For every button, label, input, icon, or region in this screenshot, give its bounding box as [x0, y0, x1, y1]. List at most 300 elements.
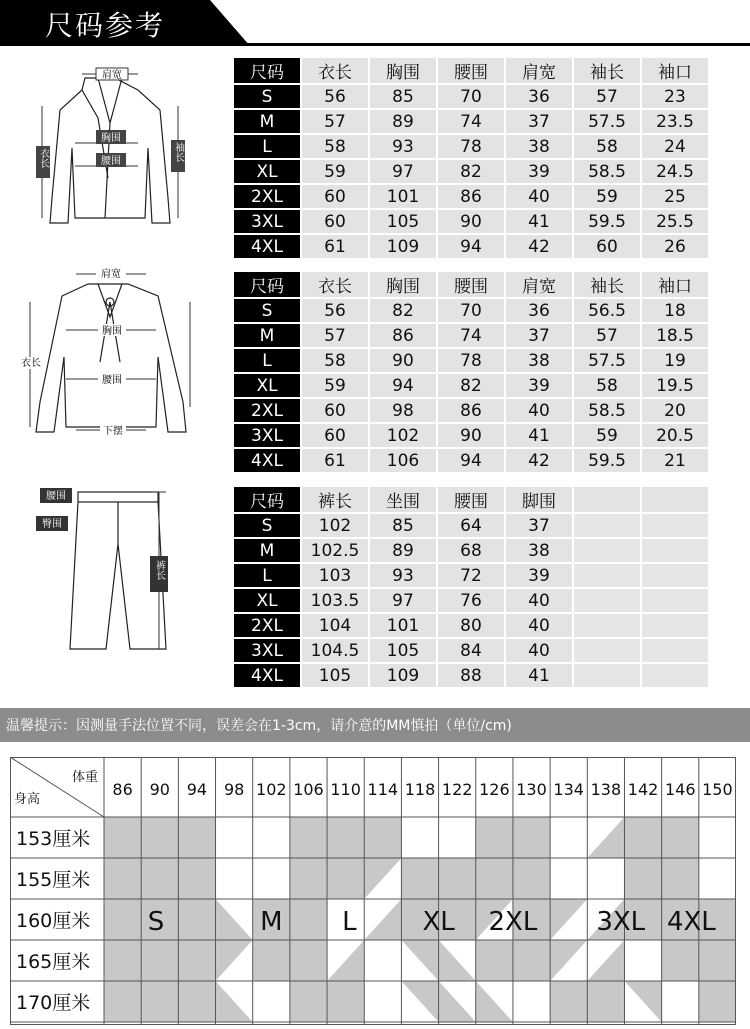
- weight-header: 146: [664, 780, 696, 799]
- blouse-label-chest: 胸围: [102, 326, 122, 337]
- table-row: [234, 85, 708, 108]
- weight-header: 106: [293, 780, 324, 799]
- weight-header: 118: [404, 780, 436, 799]
- value-cell: 93: [370, 135, 436, 158]
- value-cell: 61: [302, 449, 368, 472]
- jacket-diagram: [20, 58, 200, 238]
- fit-cell-filled: [476, 858, 513, 899]
- height-label: 165厘米: [16, 951, 91, 973]
- fit-cell-filled: [699, 940, 736, 981]
- value-cell: 59: [574, 424, 640, 447]
- value-cell: 72: [438, 564, 504, 587]
- jacket-label-shoulder: 肩宽: [102, 70, 122, 81]
- value-cell: 90: [370, 349, 436, 372]
- fit-cell-filled: [364, 817, 401, 858]
- value-cell: 57: [574, 324, 640, 347]
- size-cell: S: [234, 299, 300, 322]
- fit-cell-partial: [476, 981, 513, 1022]
- value-cell: 41: [506, 424, 572, 447]
- weight-header: 94: [186, 780, 208, 799]
- value-cell: 57: [302, 110, 368, 133]
- value-cell: 40: [506, 185, 572, 208]
- pants-label-length: 裤长: [153, 560, 165, 580]
- column-header: 胸围: [370, 58, 436, 83]
- value-cell: [642, 614, 708, 637]
- value-cell: 78: [438, 135, 504, 158]
- table-row: [234, 135, 708, 158]
- column-header: 腰围: [438, 272, 504, 297]
- size-label: 3XL: [596, 907, 646, 937]
- weight-header: 138: [590, 780, 622, 799]
- fit-cell-filled: [104, 981, 141, 1022]
- value-cell: 97: [370, 589, 436, 612]
- fit-cell-filled: [104, 817, 141, 858]
- weight-header: 130: [516, 780, 547, 799]
- value-cell: 88: [438, 664, 504, 687]
- value-cell: 82: [438, 374, 504, 397]
- value-cell: 25.5: [642, 210, 708, 233]
- value-cell: 98: [370, 399, 436, 422]
- value-cell: 58: [574, 374, 640, 397]
- weight-header: 122: [441, 780, 473, 799]
- value-cell: [574, 514, 640, 537]
- value-cell: 38: [506, 135, 572, 158]
- value-cell: 58: [302, 135, 368, 158]
- value-cell: 20: [642, 399, 708, 422]
- size-cell: 3XL: [234, 424, 300, 447]
- weight-header: 102: [256, 780, 287, 799]
- column-header: 衣长: [302, 272, 368, 297]
- size-label: L: [342, 907, 357, 937]
- height-label: 170厘米: [16, 992, 91, 1014]
- value-cell: 109: [370, 235, 436, 258]
- value-cell: [642, 514, 708, 537]
- value-cell: 97: [370, 160, 436, 183]
- value-cell: 26: [642, 235, 708, 258]
- column-header: 衣长: [302, 58, 368, 83]
- fit-cell-partial: [550, 940, 587, 981]
- value-cell: 60: [302, 399, 368, 422]
- value-cell: 38: [506, 539, 572, 562]
- fit-cell-filled: [476, 817, 513, 858]
- value-cell: 57.5: [574, 349, 640, 372]
- fit-cell-filled: [290, 940, 327, 981]
- fit-cell-partial: [216, 981, 253, 1022]
- column-header: 脚围: [506, 487, 572, 512]
- jacket-label-waist: 腰围: [101, 156, 121, 167]
- value-cell: 101: [370, 185, 436, 208]
- value-cell: 36: [506, 85, 572, 108]
- column-header: 肩宽: [506, 58, 572, 83]
- size-cell: M: [234, 539, 300, 562]
- fit-cell-partial: [327, 940, 364, 981]
- fit-cell-filled: [439, 858, 476, 899]
- value-cell: 94: [438, 235, 504, 258]
- size-label: 2XL: [488, 907, 538, 937]
- table-row: [234, 514, 708, 537]
- size-header: 尺码: [234, 487, 300, 512]
- fit-cell-filled: [662, 817, 699, 858]
- table-row: [234, 639, 708, 662]
- blouse-label-hem: 下摆: [103, 426, 123, 437]
- value-cell: 86: [438, 185, 504, 208]
- weight-header: 150: [702, 780, 733, 799]
- table-row: [234, 324, 708, 347]
- fit-cell-filled: [290, 981, 327, 1022]
- fit-cell-filled: [290, 899, 327, 940]
- page-header: [0, 0, 750, 46]
- value-cell: 60: [302, 424, 368, 447]
- size-label: S: [147, 907, 165, 937]
- jacket-label-sleeve: 袖长: [172, 142, 184, 162]
- column-header: 坐围: [370, 487, 436, 512]
- fit-cell-filled: [699, 981, 736, 1022]
- weight-header: 98: [223, 780, 245, 799]
- value-cell: 37: [506, 514, 572, 537]
- size-cell: S: [234, 85, 300, 108]
- corner-diagonal: [10, 757, 104, 817]
- size-header: 尺码: [234, 58, 300, 83]
- value-cell: 36: [506, 299, 572, 322]
- value-cell: 25: [642, 185, 708, 208]
- fit-cell-partial: [216, 899, 253, 940]
- size-cell: XL: [234, 160, 300, 183]
- weight-header: 142: [627, 780, 659, 799]
- fit-cell-filled: [104, 899, 141, 940]
- fit-cell-filled: [253, 940, 290, 981]
- fit-cell-filled: [550, 981, 587, 1022]
- pants-diagram: [34, 484, 184, 659]
- pants-label-hip: 臀围: [42, 519, 62, 530]
- value-cell: 103.5: [302, 589, 368, 612]
- fit-cell-partial: [550, 899, 587, 940]
- value-cell: 57.5: [574, 110, 640, 133]
- size-table-pants: [232, 485, 710, 689]
- value-cell: 90: [438, 424, 504, 447]
- column-header: [574, 487, 640, 512]
- value-cell: 59: [574, 185, 640, 208]
- value-cell: 37: [506, 110, 572, 133]
- weight-header: 126: [479, 780, 510, 799]
- value-cell: 86: [438, 399, 504, 422]
- value-cell: 104.5: [302, 639, 368, 662]
- size-label: M: [260, 907, 283, 937]
- header-divider: [0, 43, 750, 46]
- table-row: [234, 210, 708, 233]
- value-cell: 60: [302, 185, 368, 208]
- value-cell: 82: [370, 299, 436, 322]
- fit-cell-partial: [401, 981, 438, 1022]
- weight-header: 114: [367, 780, 399, 799]
- table-row: [234, 449, 708, 472]
- value-cell: 19: [642, 349, 708, 372]
- value-cell: 109: [370, 664, 436, 687]
- value-cell: 105: [370, 639, 436, 662]
- corner-height-label: 身高: [14, 792, 41, 807]
- table-row: [234, 185, 708, 208]
- value-cell: 38: [506, 349, 572, 372]
- value-cell: 64: [438, 514, 504, 537]
- value-cell: 56: [302, 299, 368, 322]
- value-cell: [642, 639, 708, 662]
- fit-cell-filled: [624, 817, 661, 858]
- fit-cell-filled: [662, 858, 699, 899]
- value-cell: 58: [302, 349, 368, 372]
- size-cell: L: [234, 349, 300, 372]
- fit-cell-filled: [141, 817, 178, 858]
- fit-cell-partial: [439, 981, 476, 1022]
- value-cell: 102.5: [302, 539, 368, 562]
- fit-cell-filled: [327, 858, 364, 899]
- value-cell: 18: [642, 299, 708, 322]
- value-cell: 40: [506, 399, 572, 422]
- fit-cell-filled: [290, 817, 327, 858]
- value-cell: 59.5: [574, 210, 640, 233]
- table-row: [234, 235, 708, 258]
- value-cell: 103: [302, 564, 368, 587]
- value-cell: 106: [370, 449, 436, 472]
- fit-cell-filled: [401, 858, 438, 899]
- corner-weight-label: 体重: [72, 770, 99, 785]
- column-header: 袖长: [574, 272, 640, 297]
- table-row: [234, 374, 708, 397]
- table-row: [234, 399, 708, 422]
- fit-cell-filled: [327, 981, 364, 1022]
- size-cell: 2XL: [234, 185, 300, 208]
- value-cell: 70: [438, 299, 504, 322]
- size-label: 4XL: [666, 907, 716, 937]
- jacket-label-chest: 胸围: [101, 133, 121, 144]
- size-cell: L: [234, 564, 300, 587]
- table-row: [234, 424, 708, 447]
- value-cell: 84: [438, 639, 504, 662]
- value-cell: 40: [506, 639, 572, 662]
- fit-cell-filled: [178, 858, 215, 899]
- value-cell: [574, 589, 640, 612]
- weight-header: 86: [112, 780, 133, 799]
- value-cell: 78: [438, 349, 504, 372]
- fit-cell-filled: [513, 858, 550, 899]
- fit-cell-partial: [624, 981, 661, 1022]
- value-cell: 85: [370, 514, 436, 537]
- value-cell: 93: [370, 564, 436, 587]
- fit-cell-partial: [364, 858, 401, 899]
- value-cell: 39: [506, 374, 572, 397]
- height-label: 155厘米: [16, 869, 91, 891]
- weight-header: 134: [553, 780, 584, 799]
- weight-header: 110: [330, 780, 361, 799]
- fit-cell-filled: [178, 940, 215, 981]
- table-row: [234, 614, 708, 637]
- value-cell: [642, 564, 708, 587]
- size-cell: 4XL: [234, 664, 300, 687]
- fit-cell-filled: [513, 940, 550, 981]
- value-cell: [574, 564, 640, 587]
- value-cell: 23.5: [642, 110, 708, 133]
- fit-cell-partial: [216, 940, 253, 981]
- value-cell: 101: [370, 614, 436, 637]
- value-cell: 102: [370, 424, 436, 447]
- table-row: [234, 349, 708, 372]
- fit-cell-filled: [587, 981, 624, 1022]
- size-cell: XL: [234, 589, 300, 612]
- fit-cell-filled: [178, 817, 215, 858]
- fit-cell-filled: [662, 940, 699, 981]
- column-header: [642, 487, 708, 512]
- value-cell: 57: [302, 324, 368, 347]
- value-cell: 56: [302, 85, 368, 108]
- value-cell: 94: [370, 374, 436, 397]
- size-table-jacket: [232, 56, 710, 260]
- size-cell: 4XL: [234, 449, 300, 472]
- value-cell: 68: [438, 539, 504, 562]
- value-cell: 74: [438, 324, 504, 347]
- fit-cell-filled: [476, 940, 513, 981]
- value-cell: 58.5: [574, 399, 640, 422]
- fit-cell-partial: [439, 940, 476, 981]
- value-cell: 42: [506, 235, 572, 258]
- height-label: 153厘米: [16, 828, 91, 850]
- column-header: 腰围: [438, 58, 504, 83]
- value-cell: 57: [574, 85, 640, 108]
- value-cell: [574, 664, 640, 687]
- value-cell: [642, 539, 708, 562]
- value-cell: 58: [574, 135, 640, 158]
- table-row: [234, 110, 708, 133]
- value-cell: 61: [302, 235, 368, 258]
- jacket-label-length: 衣长: [37, 148, 49, 168]
- fit-cell-filled: [104, 858, 141, 899]
- fit-cell-partial: [364, 899, 401, 940]
- value-cell: 41: [506, 664, 572, 687]
- value-cell: 59: [302, 160, 368, 183]
- table-row: [234, 299, 708, 322]
- fit-cell-filled: [104, 940, 141, 981]
- value-cell: 18.5: [642, 324, 708, 347]
- column-header: 袖口: [642, 272, 708, 297]
- value-cell: 90: [438, 210, 504, 233]
- size-header: 尺码: [234, 272, 300, 297]
- value-cell: 23: [642, 85, 708, 108]
- value-cell: 19.5: [642, 374, 708, 397]
- value-cell: 21: [642, 449, 708, 472]
- column-header: 袖口: [642, 58, 708, 83]
- value-cell: 89: [370, 539, 436, 562]
- value-cell: 74: [438, 110, 504, 133]
- height-label: 160厘米: [16, 910, 91, 932]
- value-cell: 85: [370, 85, 436, 108]
- value-cell: 105: [370, 210, 436, 233]
- value-cell: 58.5: [574, 160, 640, 183]
- column-header: 袖长: [574, 58, 640, 83]
- fit-cell-filled: [513, 817, 550, 858]
- value-cell: 105: [302, 664, 368, 687]
- value-cell: 86: [370, 324, 436, 347]
- column-header: 裤长: [302, 487, 368, 512]
- measurement-tip: 温馨提示：因测量手法位置不同，误差会在1-3cm，请介意的MM慎拍（单位/cm): [0, 708, 750, 742]
- value-cell: 56.5: [574, 299, 640, 322]
- page-title: 尺码参考: [45, 9, 166, 42]
- size-cell: 3XL: [234, 210, 300, 233]
- value-cell: 59.5: [574, 449, 640, 472]
- value-cell: 24: [642, 135, 708, 158]
- fit-cell-filled: [141, 981, 178, 1022]
- value-cell: 40: [506, 589, 572, 612]
- value-cell: 89: [370, 110, 436, 133]
- size-cell: 2XL: [234, 614, 300, 637]
- fit-cell-filled: [624, 858, 661, 899]
- size-cell: M: [234, 324, 300, 347]
- fit-cell-filled: [327, 817, 364, 858]
- size-cell: 2XL: [234, 399, 300, 422]
- value-cell: 82: [438, 160, 504, 183]
- blouse-label-length: 衣长: [21, 358, 41, 369]
- value-cell: 60: [574, 235, 640, 258]
- value-cell: 60: [302, 210, 368, 233]
- fit-cell-partial: [401, 940, 438, 981]
- value-cell: 80: [438, 614, 504, 637]
- value-cell: 94: [438, 449, 504, 472]
- fit-cell-filled: [178, 899, 215, 940]
- value-cell: 41: [506, 210, 572, 233]
- value-cell: [574, 639, 640, 662]
- value-cell: 42: [506, 449, 572, 472]
- fit-cell-partial: [587, 940, 624, 981]
- value-cell: 40: [506, 614, 572, 637]
- table-row: [234, 160, 708, 183]
- column-header: 胸围: [370, 272, 436, 297]
- column-header: 腰围: [438, 487, 504, 512]
- pants-label-waist: 腰围: [46, 491, 66, 502]
- fit-grid: [10, 757, 736, 1025]
- value-cell: 70: [438, 85, 504, 108]
- value-cell: 20.5: [642, 424, 708, 447]
- value-cell: [642, 589, 708, 612]
- value-cell: 39: [506, 160, 572, 183]
- value-cell: [642, 664, 708, 687]
- blouse-label-waist: 腰围: [102, 375, 122, 386]
- value-cell: 76: [438, 589, 504, 612]
- fit-cell-filled: [141, 940, 178, 981]
- value-cell: 24.5: [642, 160, 708, 183]
- column-header: 肩宽: [506, 272, 572, 297]
- size-cell: 4XL: [234, 235, 300, 258]
- fit-cell-filled: [141, 858, 178, 899]
- value-cell: 102: [302, 514, 368, 537]
- value-cell: 39: [506, 564, 572, 587]
- value-cell: 37: [506, 324, 572, 347]
- size-cell: S: [234, 514, 300, 537]
- size-cell: 3XL: [234, 639, 300, 662]
- table-row: [234, 664, 708, 687]
- value-cell: [574, 539, 640, 562]
- table-row: [234, 564, 708, 587]
- size-cell: M: [234, 110, 300, 133]
- fit-cell-filled: [178, 981, 215, 1022]
- blouse-label-shoulder: 肩宽: [101, 269, 121, 280]
- table-row: [234, 539, 708, 562]
- size-cell: L: [234, 135, 300, 158]
- size-table-blouse: [232, 270, 710, 474]
- value-cell: 59: [302, 374, 368, 397]
- size-cell: XL: [234, 374, 300, 397]
- value-cell: 104: [302, 614, 368, 637]
- blouse-diagram: [18, 262, 208, 442]
- size-label: XL: [422, 907, 455, 937]
- table-row: [234, 589, 708, 612]
- fit-cell-filled: [290, 858, 327, 899]
- value-cell: [574, 614, 640, 637]
